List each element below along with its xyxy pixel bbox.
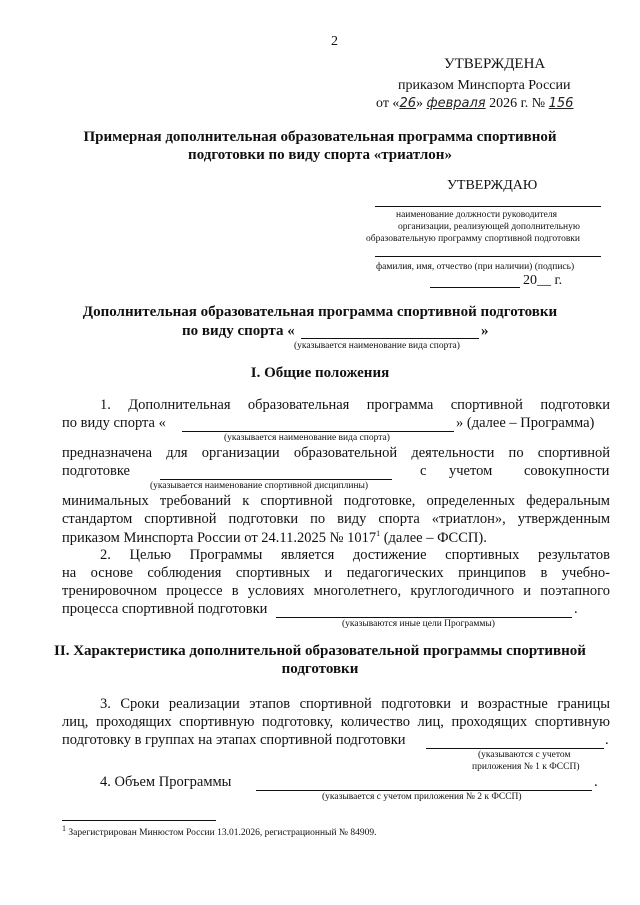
p4-blank — [256, 790, 592, 791]
p1-line2-start: по виду спорта « — [62, 415, 166, 431]
p1-line5: минимальных требований к спортивной подготовке, определенных федеральным — [62, 493, 610, 509]
date-prefix: от « — [376, 96, 400, 111]
p3-line3-end: . — [605, 732, 609, 748]
p1-line6: стандартом спортивной подготовки по виду спорта «триатлон», утвержденным — [62, 511, 610, 527]
page-number: 2 — [331, 34, 338, 49]
p1-line4-mid: с — [420, 463, 427, 479]
p2-line4-start: процесса спортивной подготовки — [62, 601, 268, 617]
footnote-ref: 1 — [376, 529, 381, 538]
section1-heading: I. Общие положения — [250, 365, 390, 381]
p1-line7-text: приказом Минспорта России от 24.11.2025 № 1017 — [62, 529, 377, 546]
approver-caption-1: наименование должности руководителя — [396, 210, 557, 220]
footnote-text: Зарегистрирован Минюстом России 13.01.2026, регистрационный № 84909. — [68, 828, 377, 839]
p1-line4-start: подготовке — [62, 463, 130, 479]
p4-start: 4. Объем Программы — [100, 774, 232, 790]
section2-heading-line2: подготовки — [281, 661, 359, 677]
p3-caption2: приложения № 1 к ФССП) — [472, 762, 580, 772]
date-mid: » — [415, 96, 427, 111]
p1-caption-discipline: (указывается наименование спортивной дисциплины) — [150, 481, 369, 491]
p1-discipline-blank — [160, 479, 392, 480]
approval-label: УТВЕРЖДЕНА — [444, 56, 546, 72]
document-title-line2: подготовки по виду спорта «триатлон» — [188, 147, 452, 163]
p2-line4-end: . — [574, 601, 578, 617]
approve-date-blank — [430, 287, 520, 288]
approver-position-line — [375, 206, 601, 207]
p2-caption: (указываются иные цели Программы) — [342, 619, 495, 629]
p1-line4-word2: совокупности — [524, 463, 610, 479]
p3-line3-start: подготовку в группах на этапах спортивной подготовки — [62, 732, 406, 748]
approve-label: УТВЕРЖДАЮ — [447, 178, 538, 193]
date-year: 2026 г. № — [485, 96, 546, 111]
p3-blank — [426, 748, 604, 749]
approver-name-caption: фамилия, имя, отчество (при наличии) (подпись) — [376, 262, 575, 272]
footnote-separator — [62, 820, 216, 821]
footnote-mark: 1 — [62, 824, 66, 833]
p1-caption-sport: (указывается наименование вида спорта) — [224, 433, 390, 443]
approval-date-line — [376, 96, 573, 112]
date-day: 26 — [399, 96, 416, 111]
p4-caption: (указывается с учетом приложения № 2 к ФССП) — [322, 792, 522, 802]
program-sport-caption: (указывается наименование вида спорта) — [294, 341, 460, 351]
program-title-line2-start: по виду спорта « — [182, 323, 295, 339]
p1-line4-word1: учетом — [449, 463, 493, 479]
p3-caption1: (указываются с учетом — [478, 750, 571, 760]
p1-sport-blank — [182, 431, 454, 432]
date-month: февраля — [426, 96, 486, 111]
program-title-line2-end: » — [481, 323, 489, 339]
p1-line2-end: » (далее – Программа) — [456, 415, 595, 431]
p4-end: . — [594, 774, 598, 790]
p3-line2: лиц, проходящих спортивную подготовку, количество лиц, проходящих спортивную — [62, 714, 610, 730]
p3-line1: 3. Сроки реализации этапов спортивной подготовки и возрастные границы — [100, 696, 610, 712]
approver-caption-3: образовательную программу спортивной подготовки — [366, 234, 581, 244]
p2-line2: на основе соблюдения спортивных и педагогических принципов в учебно- — [62, 565, 610, 581]
approval-order-line: приказом Минспорта России — [398, 78, 571, 93]
approver-caption-2: организации, реализующей дополнительную — [398, 222, 580, 232]
p1-line3: предназначена для организации образовательной деятельности по спортивной — [62, 445, 610, 461]
order-number: 156 — [548, 96, 574, 111]
p2-line1: 2. Целью Программы является достижение спортивных результатов — [100, 547, 610, 563]
p2-goals-blank — [276, 617, 572, 618]
footnote — [62, 824, 376, 838]
p1-line7 — [62, 529, 487, 547]
program-sport-blank — [301, 338, 479, 339]
section2-heading-line1: II. Характеристика дополнительной образовательной программы спортивной — [54, 643, 586, 659]
approver-name-line — [375, 256, 601, 257]
approve-date-year: 20__ г. — [523, 273, 563, 288]
p1-line1: 1. Дополнительная образовательная программа спортивной подготовки — [100, 397, 610, 413]
p1-line7-end: (далее – ФССП). — [380, 529, 487, 546]
document-title-line1: Примерная дополнительная образовательная программа спортивной — [83, 129, 557, 145]
p2-line3: тренировочном процессе в условиях многолетнего, круглогодичного и поэтапного — [62, 583, 610, 599]
program-title-line1: Дополнительная образовательная программа спортивной подготовки — [82, 304, 558, 320]
